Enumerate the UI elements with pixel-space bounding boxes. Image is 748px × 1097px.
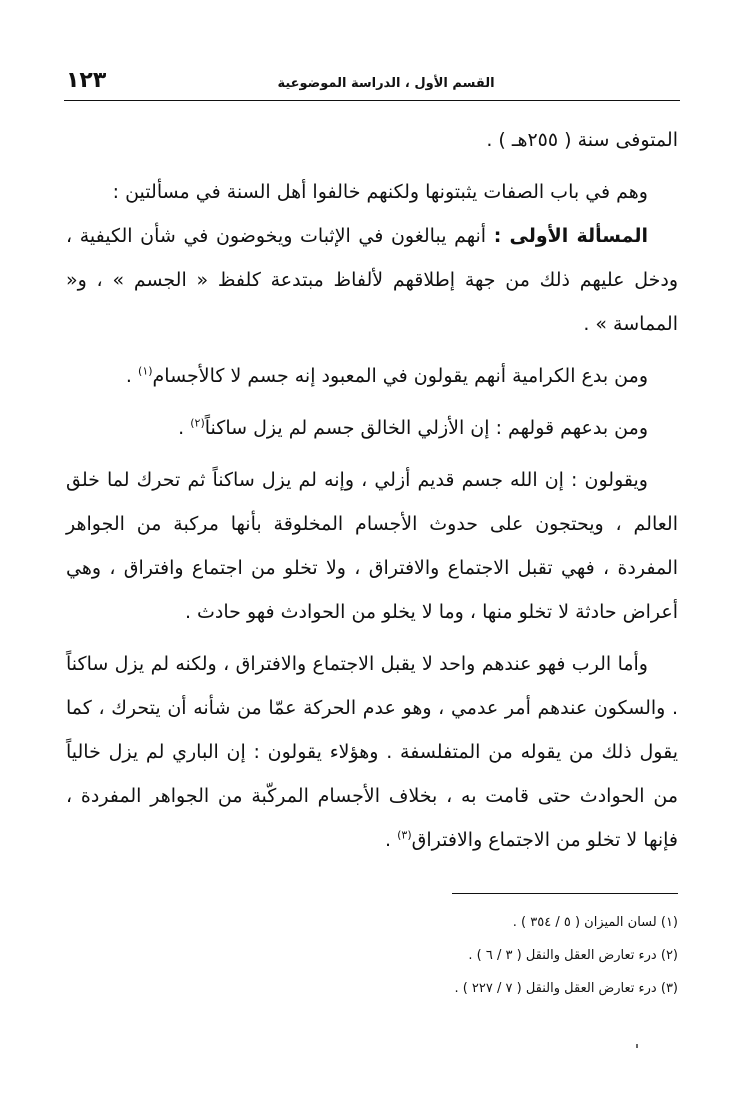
paragraph-2: وهم في باب الصفات يثبتونها ولكنهم خالفوا أهل السنة في مسألتين : [112,181,648,203]
footnotes [278,906,678,1005]
paragraph-7-end: . [385,829,398,851]
footnote-divider [452,893,678,894]
footnote-ref-1[interactable]: (١) [138,364,153,378]
paragraph-1: المتوفى سنة ( ٢٥٥هـ ) . [486,129,678,151]
paragraph-5-text: ومن بدعهم قولهم : إن الأزلي الخالق جسم لم يزل ساكناً [204,417,648,439]
footnote-2: (٢) درء تعارض العقل والنقل ( ٣ / ٦ ) . [468,948,678,963]
footnote-1: (١) لسان الميزان ( ٥ / ٣٥٤ ) . [512,915,678,930]
paragraph-4 [66,354,678,398]
page-number: ١٢٣ [66,68,107,93]
main-text [66,118,678,862]
page-header [66,68,680,98]
paragraph-5 [66,406,678,450]
paragraph-6: ويقولون : إن الله جسم قديم أزلي ، وإنه لم يزل ساكناً ثم تحرك لما خلق العالم ، ويحتجون على حدوث الأجسام المخلوقة بأنها مركبة من الجواهر المفردة ، فهي تقبل الاجتماع والافتراق ، ولا تخلو من اجتماع وافتراق ، وهي أعراض حادثة لا تخلو منها ، وما لا يخلو من الحوادث فهو حادث . [66,469,678,623]
paragraph-7-text: وأما الرب فهو عندهم واحد لا يقبل الاجتماع والافتراق ، ولكنه لم يزل ساكناً . والسكون عندهم أمر عدمي ، وهو عدم الحركة عمّا من شأنه أن يتحرك ، كما يقول ذلك من يقوله من المتفلسفة . وهؤلاء يقولون : إن الباري لم يزل خالياً من الحوادث حتى قامت به ، بخلاف الأجسام المركّبة من الجواهر المفردة ، فإنها لا تخلو من الاجتماع والافتراق [66,653,678,851]
header-divider [64,100,680,101]
paragraph-3-text: أنهم يبالغون في الإثبات ويخوضون في شأن الكيفية ، ودخل عليهم ذلك من جهة إطلاقهم لألفاظ مبتدعة كلفظ « الجسم » ، و« المماسة » . [66,225,678,335]
footnote-ref-2[interactable]: (٢) [190,416,205,430]
footnote-ref-3[interactable]: (٣) [397,828,412,842]
footnote-3: (٣) درء تعارض العقل والنقل ( ٧ / ٢٢٧ ) . [454,981,678,996]
paragraph-4-end: . [125,365,139,387]
scan-speck [636,1044,638,1048]
paragraph-7 [66,642,678,862]
issue-heading: المسألة الأولى : [493,225,648,247]
paragraph-4-text: ومن بدع الكرامية أنهم يقولون في المعبود إنه جسم لا كالأجسام [152,365,648,387]
paragraph-5-end: . [178,417,191,439]
paragraph-3 [66,214,678,346]
running-title: القسم الأول ، الدراسة الموضوعية [277,76,495,91]
